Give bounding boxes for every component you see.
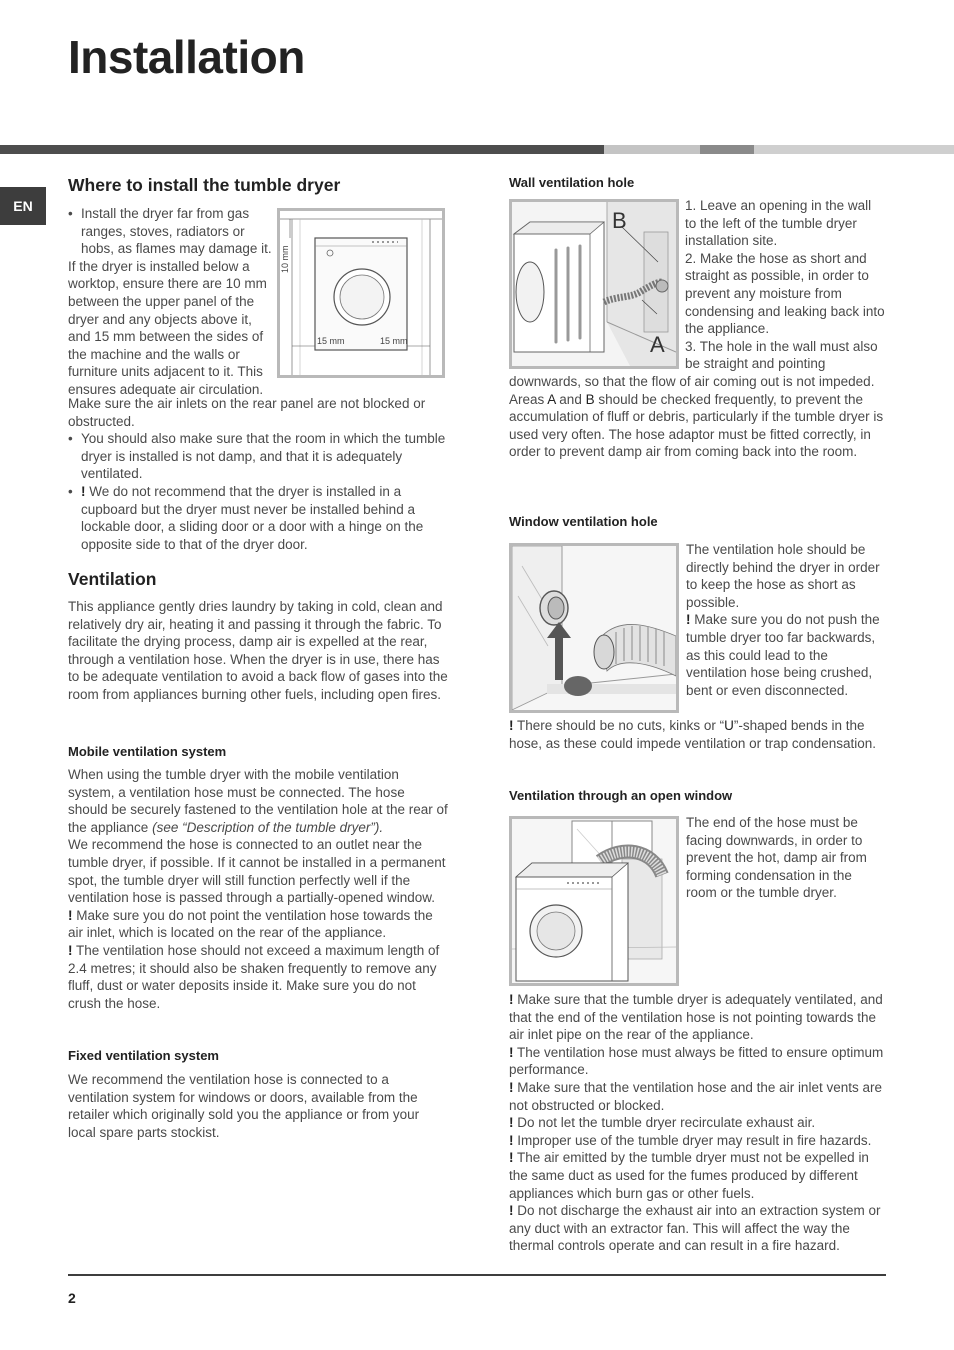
open-window-figure: [509, 816, 679, 986]
page-number: 2: [68, 1290, 76, 1306]
warning-mark: !: [686, 612, 691, 628]
fig-label-b: B: [612, 208, 627, 233]
mobile-p1: [68, 766, 448, 836]
mobile-warning-2-text: The ventilation hose should not exceed a maximum length of 2.4 metres; it should also be shaken frequently to remove any fluff, dust or water deposits inside it. Make sure you do not crush the hose.: [68, 942, 440, 1011]
clearance-diagram: [280, 211, 442, 375]
fig-label-10mm: 10 mm: [280, 245, 290, 273]
wall-step-3b: downwards, so that the flow of air coming out is not impeded.: [509, 374, 875, 389]
fixed-body: We recommend the ventilation hose is connected to a ventilation system for windows or doors, available from the retailer which originally sold you the appliance or from your local spare parts stockist.: [68, 1072, 420, 1140]
header-bar-light: [604, 145, 700, 154]
header-bar-light-end: [754, 145, 954, 154]
clearance-figure: [277, 208, 445, 378]
warning-item: [509, 1044, 889, 1079]
where-bullet-2: • You should also make sure that the room in which the tumble dryer is installed is not damp, and that it is adequately ventilated.: [68, 430, 446, 483]
mobile-warning-1: [68, 907, 448, 942]
where-air-inlets: Make sure the air inlets on the rear panel are not blocked or obstructed.: [68, 396, 426, 429]
header-bar-mid: [700, 145, 754, 154]
warning-text: The air emitted by the tumble dryer must not be expelled in the same duct as used for the fumes produced by different appliances which burn gas or other fuels.: [509, 1150, 869, 1201]
warning-item: [509, 1114, 889, 1132]
open-window-diagram: [512, 819, 676, 983]
where-worktop-text: If the dryer is installed below a worktop, ensure there are 10 mm between the upper panel of the dryer and any objects above it, and 15 mm between the sides of the machine and the walls or furniture units adjacent to it. This ensures adequate air circulation.: [68, 258, 267, 397]
mobile-warning-1-text: Make sure you do not point the ventilation hose towards the air inlet, which is located on the rear of the appliance.: [68, 907, 433, 941]
where-intro: [68, 205, 278, 399]
where-heading: Where to install the tumble dryer: [68, 175, 341, 195]
warning-item: [509, 1149, 889, 1202]
mobile-p2: We recommend the hose is connected to an outlet near the tumble dryer, if possible. If it cannot be installed in a permanent spot, the tumble dryer will still function perfectly well if the ventilation hose is passed through a partially-opened window.: [68, 837, 446, 906]
wall-vent-figure: [509, 199, 679, 369]
window-warning-2-post: ”-shaped bends in the hose, as these could impede ventilation or trap condensation.: [509, 718, 876, 751]
warning-mark: !: [81, 483, 86, 499]
wall-step-1: 1. Leave an opening in the wall to the left of the tumble dryer installation site.: [685, 198, 872, 249]
ventilation-body: This appliance gently dries laundry by taking in cold, clean and relatively dry air, heating it and passing it through the fabric. To facilitate the drying process, damp air is expelled at the rear, through a ventilation hose. When the dryer is in use, there has to be adequate ventilation to avoid a back flow of gases into the room from appliances burning other fuels, including open fires.: [68, 599, 448, 702]
warning-mark: !: [509, 718, 514, 733]
wall-areas-pre: Areas: [509, 391, 548, 407]
warning-item: [509, 1202, 889, 1255]
language-tab: EN: [0, 187, 46, 225]
where-bullet-3-text: We do not recommend that the dryer is installed in a cupboard but the dryer must never be installed behind a lockable door, a sliding door or a door with a hinge on the opposite side to that of the dryer door.: [81, 483, 424, 552]
warning-mark: !: [509, 1150, 514, 1166]
warning-mark: !: [509, 1079, 514, 1095]
mobile-warning-2: [68, 942, 448, 1012]
window-warning-2-pre: There should be no cuts, kinks or “: [517, 718, 725, 733]
wall-step-3a: 3. The hole in the wall must also be straight and pointing: [685, 338, 878, 372]
wall-areas-b: B: [585, 391, 595, 407]
ventilation-heading: Ventilation: [68, 569, 157, 589]
mobile-p1-reference: (see “Description of the tumble dryer”).: [152, 819, 384, 835]
warnings-list: [509, 991, 889, 1255]
wall-areas: [509, 391, 889, 461]
window-vent-diagram: [512, 546, 676, 710]
warning-item: [509, 1132, 889, 1150]
where-bullet-3: [68, 483, 446, 553]
wall-heading: Wall ventilation hole: [509, 175, 635, 190]
window-warning-2-u: U: [724, 718, 734, 733]
warning-text: Do not discharge the exhaust air into an extraction system or any duct with an extractor fan. This will affect the way the thermal controls operate and can result in a fire hazard.: [509, 1203, 881, 1254]
where-bullet-1: • Install the dryer far from gas ranges, stoves, radiators or hobs, as flames may damage it.: [68, 205, 278, 258]
wall-step-2: 2. Make the hose as short and straight as possible, in order to prevent any moisture from condensing and leaking back into the appliance.: [685, 250, 885, 337]
mobile-heading: Mobile ventilation system: [68, 744, 227, 759]
window-side-text: [686, 541, 886, 699]
fixed-heading: Fixed ventilation system: [68, 1048, 219, 1063]
wall-areas-post: should be checked frequently, to prevent the accumulation of fluff or debris, particularly if the tumble dryer is used very often. The hose adaptor must be fitted correctly, in order to prevent damp air from coming back into the room.: [509, 391, 884, 460]
window-warning-1: [686, 611, 886, 699]
wall-areas-and: and: [555, 391, 586, 407]
fig-label-15mm-right: 15 mm: [380, 336, 408, 346]
mobile-p1-text: When using the tumble dryer with the mobile ventilation system, a ventilation hose must be connected. The hose should be securely fastened to the ventilation hole at the rear of the appliance: [68, 767, 448, 835]
wall-steps: [685, 197, 885, 373]
warning-mark: !: [509, 1044, 514, 1060]
wall-areas-a: A: [547, 391, 556, 407]
open-window-heading: Ventilation through an open window: [509, 788, 733, 803]
warning-mark: !: [68, 907, 73, 923]
where-continued: [68, 395, 446, 553]
footer-rule: [68, 1274, 886, 1276]
fig-label-a: A: [650, 332, 665, 357]
warning-text: The ventilation hose must always be fitted to ensure optimum performance.: [509, 1044, 884, 1078]
warning-item: [509, 991, 889, 1044]
page-title: Installation: [68, 31, 305, 83]
window-heading: Window ventilation hole: [509, 514, 658, 529]
header-bar-dark: [0, 145, 604, 154]
warning-text: Make sure that the tumble dryer is adequately ventilated, and that the end of the ventilation hose is not pointing towards the air inlet pipe on the rear of the appliance.: [509, 992, 883, 1043]
warning-mark: !: [509, 1115, 514, 1131]
warning-text: Do not let the tumble dryer recirculate exhaust air.: [517, 1115, 816, 1131]
warning-mark: !: [509, 992, 514, 1007]
mobile-body: [68, 766, 448, 1012]
warning-mark: !: [509, 1203, 514, 1219]
window-warning-1-text: Make sure you do not push the tumble dryer too far backwards, as this could lead to the ventilation hose being crushed, bent or even disconnected.: [686, 612, 880, 698]
warning-mark: !: [509, 1132, 514, 1148]
fig-label-15mm-left: 15 mm: [317, 336, 345, 346]
warning-item: [509, 1079, 889, 1114]
warning-text: Improper use of the tumble dryer may result in fire hazards.: [517, 1132, 872, 1148]
wall-continued: [509, 373, 889, 461]
window-vent-figure: [509, 543, 679, 713]
window-warning-2: [509, 717, 889, 752]
open-window-text: The end of the hose must be facing downwards, in order to prevent the hot, damp air from forming condensation in the room or the tumble dryer.: [686, 815, 867, 901]
window-p1: The ventilation hole should be directly behind the dryer in order to keep the hose as short as possible.: [686, 542, 880, 610]
warning-mark: !: [68, 942, 73, 958]
wall-vent-diagram: [512, 202, 676, 366]
warning-text: Make sure that the ventilation hose and the air inlet vents are not obstructed or blocked.: [509, 1079, 882, 1113]
